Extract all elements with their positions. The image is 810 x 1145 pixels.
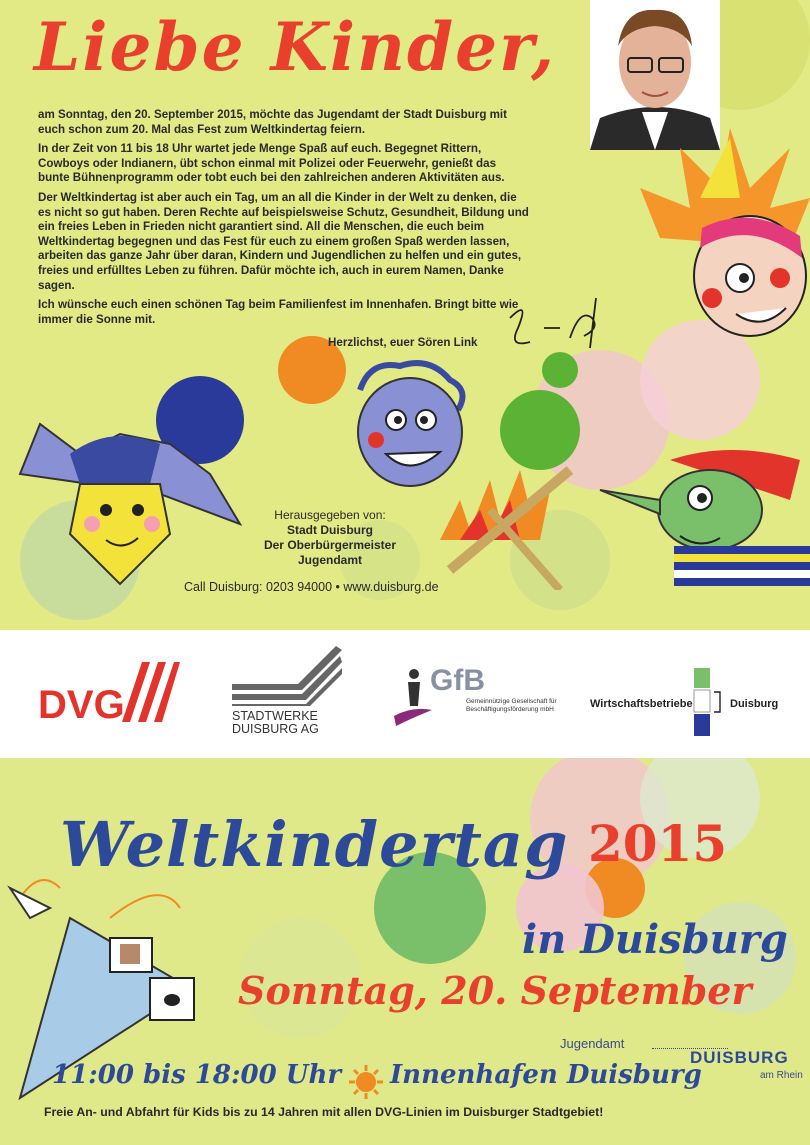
letter-paragraph: In der Zeit von 11 bis 18 Uhr wartet jede Menge Spaß auf euch. Begegnet Rittern, Cowboys oder Indianern, übt schon einmal mit Polizei oder Feuerwehr, genießt das bunte Bühnenprogramm oder tobt euch bei den zahlreichen anderen Aktivitäten aus.: [38, 142, 505, 185]
signature: [500, 288, 610, 358]
stadtwerke-line1: STADTWERKE: [232, 709, 318, 723]
cartoon-boy-with-cap: [10, 414, 250, 594]
transport-note: Freie An- und Abfahrt für Kids bis zu 14 Jahren mit allen DVG-Linien im Duisburger Stadtgebiet!: [44, 1105, 604, 1119]
event-location-line: in Duisburg: [522, 916, 788, 963]
gfb-subtitle-line1: Gemeinnützige Gesellschaft für: [466, 698, 557, 705]
stadtwerke-logo: [232, 646, 344, 742]
event-venue: Innenhafen Duisburg: [390, 1060, 702, 1090]
letter-closing: Herzlichst, euer Sören Link: [328, 336, 478, 349]
stadtwerke-text: [232, 710, 344, 736]
wirtschaftsbetriebe-logo: [590, 668, 790, 740]
wb-color-blocks: [686, 668, 726, 738]
publisher-label: Herausgegeben von:: [274, 508, 386, 522]
org-city-logo: DUISBURG: [690, 1048, 789, 1067]
wb-right-text: Duisburg: [730, 698, 779, 710]
letter-paragraph: Der Weltkindertag ist aber auch ein Tag, um an all die Kinder in der Welt zu denken, die es nicht so gut haben. Deren Rechte auf beispielsweise Schutz, Gesundheit, Bildung und ein freies Leben in Frieden nicht garantiert sind. All die Menschen, die euch beim Weltkindertag begegnen und das Fest für euch zu einem großen Spaß werden lassen, arbeiten das ganze Jahr über daran, Kindern und Jugendlichen zu helfen und ein gutes, freies und erfülltes Leben zu führen. Dafür möchte ich, auch in eurem Namen, Danke sagen.: [38, 190, 529, 292]
dvg-logo-text: DVG: [38, 683, 125, 726]
event-year: 2015: [588, 814, 728, 873]
event-time: 11:00 bis 18:00 Uhr: [52, 1060, 342, 1090]
event-section: [0, 758, 810, 1145]
letter-body: [38, 108, 530, 332]
contact-line: Call Duisburg: 0203 94000 • www.duisburg.de: [184, 580, 439, 594]
sponsor-logo-strip: [0, 630, 810, 758]
letter-paragraph: Ich wünsche euch einen schönen Tag beim Familienfest im Innenhafen. Bringt bitte wie immer die Sonne mit.: [38, 298, 519, 326]
publisher-city: Stadt Duisburg: [287, 523, 373, 537]
dvg-logo-graphic: [38, 656, 180, 726]
letter-headline: Liebe Kinder,: [34, 8, 557, 86]
event-title: Weltkindertag: [60, 808, 569, 881]
publisher-office: Der Oberbürgermeister: [263, 538, 397, 552]
publisher-block: [230, 508, 430, 568]
publisher-department: Jugendamt: [297, 553, 362, 567]
gfb-subtitle: [466, 698, 557, 714]
gfb-logo: [392, 666, 572, 738]
letter-paragraph: am Sonntag, den 20. September 2015, möchte das Jugendamt der Stadt Duisburg mit euch schon zum 20. Mal das Fest zum Weltkindertag feiern.: [38, 108, 508, 136]
stadtwerke-line2: DUISBURG AG: [232, 722, 319, 736]
sun-icon: [348, 1064, 384, 1100]
cartoon-green-witch: [590, 440, 810, 610]
dvg-logo: [38, 656, 180, 726]
event-date: Sonntag, 20. September: [238, 968, 752, 1013]
gfb-figure-icon: [392, 666, 432, 726]
cartoon-girl-orange-hair: [640, 128, 810, 348]
gfb-logo-text: GfB: [430, 664, 485, 697]
cartoon-torch-flames: [420, 440, 590, 590]
org-label: Jugendamt: [560, 1036, 625, 1051]
gfb-subtitle-line2: Beschäftigungsförderung mbH: [466, 706, 554, 713]
stadtwerke-stripes: [232, 646, 344, 706]
org-city-subtitle: am Rhein: [760, 1070, 803, 1081]
wb-left-text: Wirtschaftsbetriebe: [590, 698, 693, 710]
